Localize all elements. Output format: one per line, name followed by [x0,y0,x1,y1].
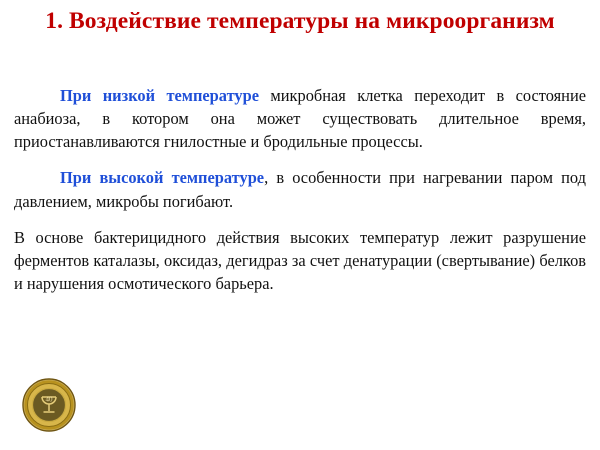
slide-body [14,84,586,295]
seal-text: 40 [45,395,53,404]
page-title: 1. Воздействие температуры на микроорганизм [45,8,555,34]
paragraph-bactericidal-action [14,226,586,295]
medal-seal-icon [22,378,76,432]
paragraph-high-temperature [14,166,586,212]
paragraph-low-temperature [14,84,586,153]
highlight-low-temperature: При низкой температуре [60,86,259,105]
paragraph-high-temperature-text: , в особенности при нагревании паром под давлением, микробы погибают. [14,168,586,211]
paragraph-low-temperature-text: микробная клетка переходит в состояние анабиоза, в котором она может существовать длительное время, приостанавливаются гнилостные и бродильные процессы. [14,86,586,152]
highlight-high-temperature: При высокой температуре [60,168,265,188]
paragraph-bactericidal-action-text: В основе бактерицидного действия высоких температур лежит разрушение ферментов каталазы, оксидаз, дегидраз за счет денатурации (свертывание) белков и нарушения осмотического барьера. [14,227,586,293]
